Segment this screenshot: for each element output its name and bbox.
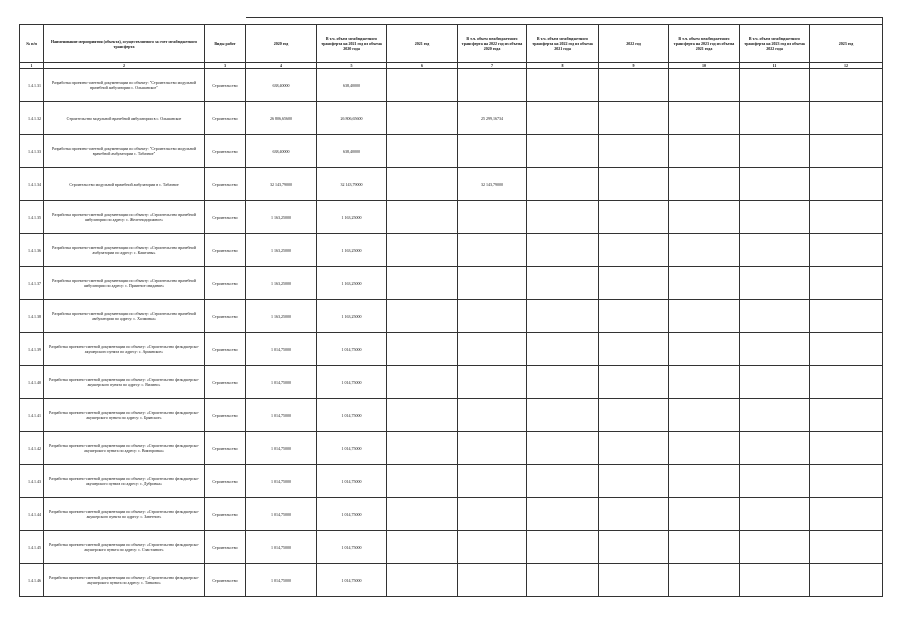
row-2022-from-2020 [458,498,527,531]
row-2023-from-2022 [740,366,810,399]
row-2022 [599,168,669,201]
row-2020: 26 806,65600 [246,102,317,135]
row-2023 [810,432,883,465]
row-2021 [387,465,458,498]
row-2022-from-2020 [458,564,527,597]
row-2023 [810,102,883,135]
table-row [20,366,883,399]
column-number: 8 [527,63,599,69]
row-2021-from-2020: 1 014,75000 [317,333,387,366]
table-row [20,168,883,201]
row-2021 [387,333,458,366]
column-number: 4 [246,63,317,69]
row-work-type: Строительство [205,267,246,300]
row-2021 [387,234,458,267]
row-2022-from-2021 [527,564,599,597]
row-work-type: Строительство [205,135,246,168]
row-2023-from-2022 [740,102,810,135]
row-work-type: Строительство [205,564,246,597]
row-2022-from-2021 [527,69,599,102]
row-2022-from-2021 [527,432,599,465]
row-2023-from-2022 [740,69,810,102]
row-name: Разработка проектно-сметной документации по объекту: «Строительство врачебной амбулатории по адресу: с. Холмовка» [44,300,205,333]
row-2022-from-2020 [458,135,527,168]
row-code: 1.4.1.42 [20,432,44,465]
column-number: 3 [205,63,246,69]
header-name: Наименование мероприятия (объекта), осуществляемого за счет межбюджетного трансферта [44,25,205,63]
header-num: № п/п [20,25,44,63]
row-work-type: Строительство [205,201,246,234]
budget-table [19,17,883,597]
row-2022-from-2020: 25 299,16734 [458,102,527,135]
column-number: 2 [44,63,205,69]
row-2022 [599,498,669,531]
row-name: Разработка проектно-сметной документации по объекту: «Строительство фельдшерско-акушерского пункта по адресу: с. Брянское» [44,399,205,432]
row-2022-from-2021 [527,333,599,366]
row-2021 [387,267,458,300]
table-row [20,498,883,531]
table-row [20,69,883,102]
row-2023-from-2021 [669,168,740,201]
row-2023-from-2021 [669,465,740,498]
row-2021 [387,531,458,564]
table-row [20,201,883,234]
table-row [20,432,883,465]
header-row [20,25,883,63]
row-2021-from-2020: 638,40000 [317,69,387,102]
column-number: 9 [599,63,669,69]
row-2023-from-2021 [669,201,740,234]
row-2021-from-2020: 1 014,75000 [317,564,387,597]
header-spacer-row [20,18,883,25]
row-2022 [599,267,669,300]
row-2023 [810,498,883,531]
row-2023 [810,531,883,564]
row-code: 1.4.1.37 [20,267,44,300]
table-row [20,333,883,366]
row-2023-from-2022 [740,498,810,531]
row-2022-from-2020 [458,399,527,432]
row-2021 [387,432,458,465]
row-2020: 32 143,79000 [246,168,317,201]
row-2021-from-2020: 1 163,25000 [317,234,387,267]
row-2023-from-2022 [740,465,810,498]
row-2023 [810,168,883,201]
row-2022 [599,366,669,399]
row-2021-from-2020: 26 806,65600 [317,102,387,135]
row-2021-from-2020: 1 163,25000 [317,201,387,234]
row-2021 [387,498,458,531]
row-code: 1.4.1.33 [20,135,44,168]
row-2022 [599,135,669,168]
row-2022-from-2020 [458,201,527,234]
header-2021: 2021 год [387,25,458,63]
row-2023-from-2022 [740,432,810,465]
header-2023-from-2022: В т.ч. объем межбюджетного трансферта на 2023 год из объема 2022 года [740,25,810,63]
table-row [20,267,883,300]
row-name: Разработка проектно-сметной документации по объекту: "Строительство модульной врачебной амбулатории с. Ольшанское" [44,69,205,102]
column-number: 7 [458,63,527,69]
row-2021 [387,135,458,168]
column-number: 12 [810,63,883,69]
row-2023-from-2022 [740,531,810,564]
row-2023-from-2021 [669,135,740,168]
row-2021-from-2020: 1 014,75000 [317,432,387,465]
row-2021 [387,564,458,597]
row-code: 1.4.1.36 [20,234,44,267]
row-name: Разработка проектно-сметной документации по объекту: «Строительство фельдшерско-акушерского пункта по адресу: с. Дубровка» [44,465,205,498]
row-2021-from-2020: 1 014,75000 [317,465,387,498]
row-2022 [599,69,669,102]
row-2023-from-2021 [669,366,740,399]
row-2023-from-2021 [669,564,740,597]
row-name: Разработка проектно-сметной документации по объекту: «Строительство фельдшерско-акушерского пункта по адресу: с. Армянское» [44,333,205,366]
row-2023-from-2022 [740,333,810,366]
row-2022-from-2020 [458,300,527,333]
row-code: 1.4.1.35 [20,201,44,234]
row-2022-from-2021 [527,234,599,267]
row-name: Разработка проектно-сметной документации по объекту: «Строительство фельдшерско-акушерского пункта по адресу: с. Заветное» [44,498,205,531]
row-2022-from-2021 [527,366,599,399]
row-2022-from-2021 [527,201,599,234]
row-2023-from-2021 [669,432,740,465]
row-name: Разработка проектно-сметной документации по объекту: «Строительство фельдшерско-акушерского пункта по адресу: с. Танково» [44,564,205,597]
header-2022-from-2020: В т.ч. объем межбюджетного трансферта на 2022 год из объема 2020 года [458,25,527,63]
row-work-type: Строительство [205,399,246,432]
row-2023-from-2022 [740,234,810,267]
row-2021-from-2020: 1 014,75000 [317,366,387,399]
row-work-type: Строительство [205,498,246,531]
row-2023 [810,69,883,102]
row-name: Разработка проектно-сметной документации по объекту: «Строительство фельдшерско-акушерского пункта по адресу: с. Счастливое» [44,531,205,564]
row-2023-from-2022 [740,267,810,300]
row-2022-from-2020 [458,267,527,300]
row-code: 1.4.1.32 [20,102,44,135]
row-2023-from-2021 [669,69,740,102]
row-work-type: Строительство [205,366,246,399]
row-name: Строительство модульной врачебной амбулатории в с. Табачное [44,168,205,201]
column-number: 6 [387,63,458,69]
row-2021 [387,399,458,432]
row-2022 [599,333,669,366]
row-2020: 1 014,75000 [246,399,317,432]
row-2020: 1 014,75000 [246,432,317,465]
header-2021-from-2020: В т.ч. объем межбюджетного трансферта на 2021 год из объема 2020 года [317,25,387,63]
row-2023 [810,135,883,168]
row-work-type: Строительство [205,102,246,135]
row-code: 1.4.1.46 [20,564,44,597]
row-2022-from-2020 [458,333,527,366]
row-2022-from-2021 [527,531,599,564]
row-2022-from-2021 [527,267,599,300]
column-number: 5 [317,63,387,69]
row-2023-from-2021 [669,300,740,333]
row-2022-from-2020 [458,531,527,564]
header-2020: 2020 год [246,25,317,63]
row-work-type: Строительство [205,465,246,498]
row-2020: 1 014,75000 [246,333,317,366]
header-2022: 2022 год [599,25,669,63]
row-code: 1.4.1.40 [20,366,44,399]
row-2022-from-2021 [527,465,599,498]
row-2021-from-2020: 638,40000 [317,135,387,168]
header-type: Виды работ [205,25,246,63]
row-2020: 1 014,75000 [246,465,317,498]
row-2020: 1 163,25000 [246,234,317,267]
row-2023-from-2022 [740,135,810,168]
row-2022 [599,102,669,135]
row-2023-from-2021 [669,399,740,432]
row-name: Разработка проектно-сметной документации по объекту: «Строительство фельдшерско-акушерского пункта по адресу: с. Викторовка» [44,432,205,465]
row-2023 [810,201,883,234]
row-code: 1.4.1.34 [20,168,44,201]
row-name: Разработка проектно-сметной документации по объекту: "Строительство модульной врачебной амбулатории с. Табачное" [44,135,205,168]
row-name: Строительство модульной врачебной амбулатории в с. Ольшанское [44,102,205,135]
row-2023-from-2022 [740,168,810,201]
row-2023-from-2021 [669,333,740,366]
row-2023 [810,564,883,597]
row-2021 [387,168,458,201]
table-row [20,531,883,564]
row-code: 1.4.1.41 [20,399,44,432]
row-2022-from-2021 [527,135,599,168]
row-work-type: Строительство [205,300,246,333]
row-name: Разработка проектно-сметной документации по объекту: «Строительство фельдшерско-акушерского пункта по адресу: с. Вилино» [44,366,205,399]
row-2020: 1 014,75000 [246,366,317,399]
row-2023 [810,399,883,432]
table-row [20,135,883,168]
row-2020: 1 163,25000 [246,201,317,234]
row-2022-from-2021 [527,102,599,135]
row-code: 1.4.1.38 [20,300,44,333]
row-2022-from-2020 [458,69,527,102]
row-2021 [387,102,458,135]
table-row [20,465,883,498]
row-2022 [599,399,669,432]
row-2021-from-2020: 1 014,75000 [317,498,387,531]
row-2020: 638,40000 [246,69,317,102]
row-2022 [599,201,669,234]
row-2023 [810,300,883,333]
table-row [20,102,883,135]
row-2022 [599,300,669,333]
row-2022 [599,465,669,498]
header-2023-from-2021: В т.ч. объем межбюджетного трансферта на 2023 год из объема 2021 года [669,25,740,63]
column-number: 11 [740,63,810,69]
header-2023: 2023 год [810,25,883,63]
row-2022-from-2020 [458,366,527,399]
header-2022-from-2021: В т.ч. объем межбюджетного трансферта на 2022 год из объема 2021 года [527,25,599,63]
table-row [20,564,883,597]
row-work-type: Строительство [205,333,246,366]
row-2023-from-2021 [669,234,740,267]
row-2021-from-2020: 32 143,79000 [317,168,387,201]
row-2022 [599,432,669,465]
row-work-type: Строительство [205,69,246,102]
row-2020: 1 163,25000 [246,267,317,300]
row-2023 [810,465,883,498]
row-2023-from-2021 [669,531,740,564]
row-2021 [387,69,458,102]
row-2021 [387,201,458,234]
row-2023-from-2021 [669,498,740,531]
row-2023-from-2021 [669,102,740,135]
row-2022-from-2020 [458,432,527,465]
row-2023-from-2022 [740,564,810,597]
row-2022-from-2020: 32 143,79000 [458,168,527,201]
row-2022-from-2021 [527,498,599,531]
row-name: Разработка проектно-сметной документации по объекту: «Строительство врачебной амбулатории по адресу: с. Приятное свидание» [44,267,205,300]
row-work-type: Строительство [205,531,246,564]
row-2023 [810,267,883,300]
row-2023-from-2021 [669,267,740,300]
row-2022-from-2020 [458,465,527,498]
row-2020: 1 163,25000 [246,300,317,333]
row-work-type: Строительство [205,168,246,201]
table-row [20,234,883,267]
row-2021-from-2020: 1 163,25000 [317,300,387,333]
row-2021 [387,300,458,333]
row-code: 1.4.1.45 [20,531,44,564]
row-2022 [599,564,669,597]
row-2022 [599,531,669,564]
row-2022 [599,234,669,267]
row-2023 [810,333,883,366]
row-name: Разработка проектно-сметной документации по объекту: «Строительство врачебной амбулатории по адресу: с. Железнодорожное» [44,201,205,234]
row-code: 1.4.1.31 [20,69,44,102]
column-number: 10 [669,63,740,69]
row-code: 1.4.1.39 [20,333,44,366]
row-2022-from-2021 [527,300,599,333]
column-number: 1 [20,63,44,69]
row-2021-from-2020: 1 014,75000 [317,399,387,432]
row-2022-from-2020 [458,234,527,267]
row-2023-from-2022 [740,201,810,234]
row-code: 1.4.1.44 [20,498,44,531]
row-name: Разработка проектно-сметной документации по объекту: «Строительство врачебной амбулатории по адресу: с. Каштаны» [44,234,205,267]
row-code: 1.4.1.43 [20,465,44,498]
row-work-type: Строительство [205,234,246,267]
row-2020: 1 014,75000 [246,531,317,564]
row-2023-from-2022 [740,300,810,333]
row-2023 [810,366,883,399]
row-2022-from-2021 [527,399,599,432]
row-2021-from-2020: 1 163,25000 [317,267,387,300]
row-2021-from-2020: 1 014,75000 [317,531,387,564]
row-2023-from-2022 [740,399,810,432]
table-row [20,399,883,432]
row-2020: 638,40000 [246,135,317,168]
row-2022-from-2021 [527,168,599,201]
row-2023 [810,234,883,267]
row-2021 [387,366,458,399]
table-row [20,300,883,333]
row-2020: 1 014,75000 [246,564,317,597]
row-work-type: Строительство [205,432,246,465]
row-2020: 1 014,75000 [246,498,317,531]
